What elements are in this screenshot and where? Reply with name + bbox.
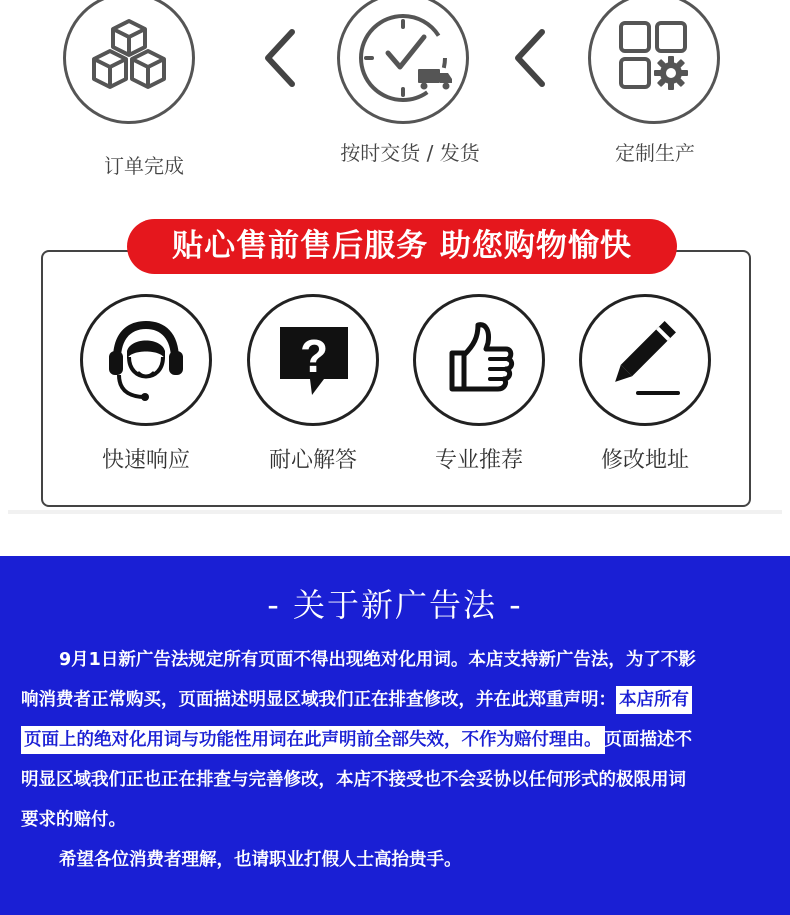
chevron-left-icon (260, 28, 300, 88)
headset-agent-icon (83, 297, 209, 423)
service-label-quick-response: 快速响应 (101, 448, 191, 473)
ad-law-paragraph-line-1: 9月1日新广告法规定所有页面不得出现绝对化用词。本店支持新广告法，为了不影 (59, 650, 696, 670)
chevron-left-icon (510, 28, 550, 88)
service-circle-recommend (413, 294, 545, 426)
service-circle-edit-address (579, 294, 711, 426)
ad-law-paragraph-line-6: 希望各位消费者理解，也请职业打假人士高抬贵手。 (59, 850, 462, 870)
service-label-edit-address: 修改地址 (600, 448, 690, 473)
ad-law-paragraph-line-5: 要求的赔付。 (21, 810, 126, 830)
step-circle-delivery (337, 0, 469, 124)
service-banner: 贴心售前售后服务 助您购物愉快 (127, 219, 677, 274)
step-label-order-complete: 订单完成 (104, 154, 184, 178)
ad-law-paragraph-line-2: 响消费者正常购买，页面描述明显区域我们正在排查修改，并在此郑重声明： 本店所有 (21, 686, 692, 714)
step-label-custom-production: 定制生产 (615, 141, 695, 165)
step-circle-order-complete (63, 0, 195, 124)
highlight-statement: 页面上的绝对化用词与功能性用词在此声明前全部失效，不作为赔付理由。 (21, 726, 605, 754)
ad-law-paragraph-line-3: 页面上的绝对化用词与功能性用词在此声明前全部失效，不作为赔付理由。 页面描述不 (21, 726, 692, 754)
step-label-delivery: 按时交货 / 发货 (340, 141, 480, 165)
clock-truck-icon (340, 0, 466, 121)
service-label-recommend: 专业推荐 (434, 448, 524, 473)
highlight-statement: 本店所有 (616, 686, 692, 714)
thumbs-up-icon (416, 297, 542, 423)
service-label-patient-answer: 耐心解答 (268, 448, 358, 473)
pen-edit-icon (582, 297, 708, 423)
ad-law-paragraph-line-4: 明显区域我们正也正在排查与完善修改，本店不接受也不会妥协以任何形式的极限用词 (21, 770, 686, 790)
ad-law-section (0, 556, 790, 915)
boxes-icon (66, 0, 192, 121)
service-circle-patient-answer (247, 294, 379, 426)
question-bubble-icon (250, 297, 376, 423)
step-circle-custom-production (588, 0, 720, 124)
grid-gear-icon (591, 0, 717, 121)
ad-law-title: - 关于新广告法 - (267, 586, 523, 624)
service-circle-quick-response (80, 294, 212, 426)
svg-text:?: ? (299, 330, 329, 382)
divider (8, 510, 782, 514)
